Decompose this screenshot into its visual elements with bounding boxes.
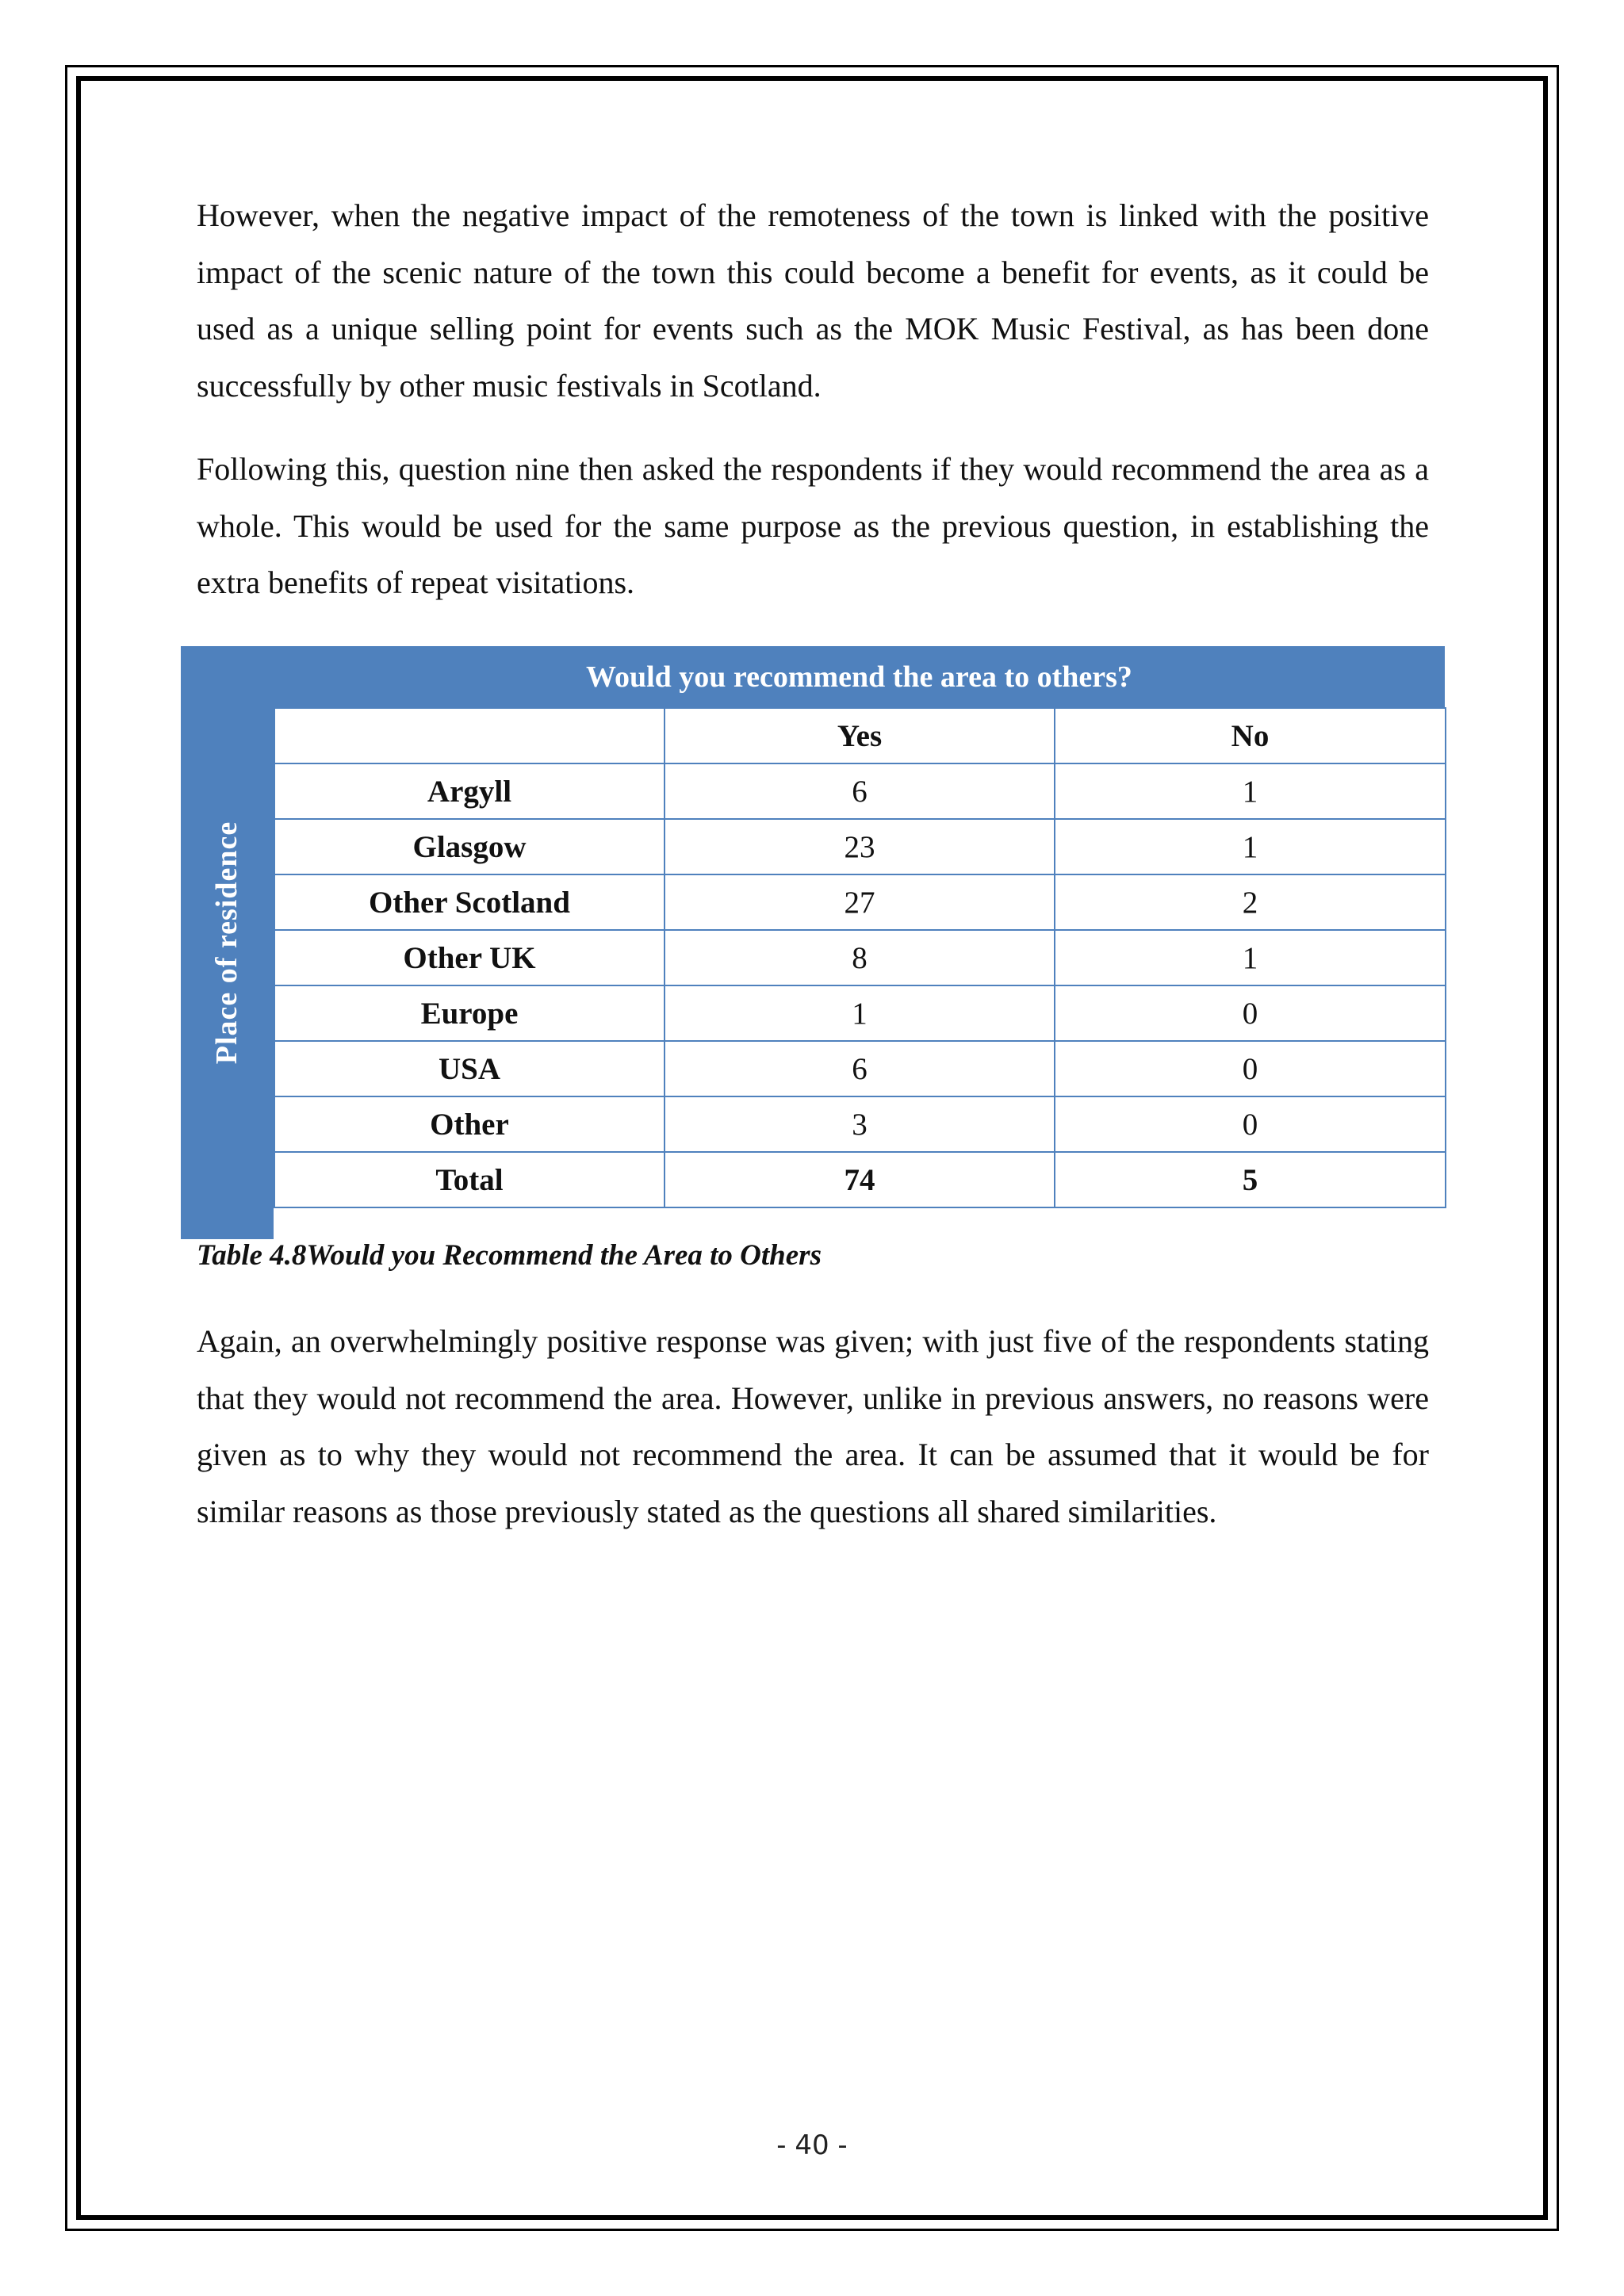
yes-cell: 1 <box>665 985 1055 1041</box>
row-label: Argyll <box>274 763 665 819</box>
yes-cell: 3 <box>665 1096 1055 1152</box>
column-header-blank <box>274 708 665 763</box>
table-row <box>274 763 1446 819</box>
row-label: Other Scotland <box>274 874 665 930</box>
yes-cell: 23 <box>665 819 1055 874</box>
row-label: Europe <box>274 985 665 1041</box>
table-row <box>274 930 1446 985</box>
paragraph-question-nine: Following this, question nine then asked the respondents if they would recommend the area as a whole. This would be used for the same purpose as the previous question, in establishing the extra benefits of repeat visitations. <box>197 451 1429 600</box>
yes-cell: 8 <box>665 930 1055 985</box>
page-number: - 40 - <box>776 2130 848 2161</box>
row-label: Glasgow <box>274 819 665 874</box>
column-header-no: No <box>1055 708 1446 763</box>
total-label: Total <box>274 1152 665 1207</box>
table-row <box>274 1041 1446 1096</box>
yes-cell: 27 <box>665 874 1055 930</box>
side-label-place-of-residence: Place of residence <box>210 821 243 1065</box>
no-cell: 0 <box>1055 1041 1446 1096</box>
no-cell: 2 <box>1055 874 1446 930</box>
table-row <box>274 985 1446 1041</box>
table-row <box>274 1096 1446 1152</box>
table-caption: Table 4.8Would you Recommend the Area to Others <box>197 1239 822 1272</box>
total-yes-cell: 74 <box>665 1152 1055 1207</box>
no-cell: 0 <box>1055 985 1446 1041</box>
row-label: USA <box>274 1041 665 1096</box>
no-cell: 0 <box>1055 1096 1446 1152</box>
no-cell: 1 <box>1055 763 1446 819</box>
data-table <box>274 707 1446 1208</box>
yes-cell: 6 <box>665 1041 1055 1096</box>
row-label: Other <box>274 1096 665 1152</box>
paragraph-response-analysis: Again, an overwhelmingly positive response was given; with just five of the respondents stating that they would not recommend the area. However, unlike in previous answers, no reasons were given as to why they would not recommend the area. It can be assumed that it would be for similar reasons as those previously stated as the questions all shared similarities. <box>197 1323 1429 1529</box>
row-label: Other UK <box>274 930 665 985</box>
total-row <box>274 1152 1446 1207</box>
table-row <box>274 819 1446 874</box>
column-header-yes: Yes <box>665 708 1055 763</box>
recommend-area-table <box>181 646 1445 1239</box>
table-row <box>274 874 1446 930</box>
table-title: Would you recommend the area to others? <box>274 646 1445 707</box>
no-cell: 1 <box>1055 930 1446 985</box>
paragraph-remoteness: However, when the negative impact of the remoteness of the town is linked with the positive impact of the scenic nature of the town this could become a benefit for events, as it could be used as a unique selling point for events such as the MOK Music Festival, as has been done successfully by other music festivals in Scotland. <box>197 197 1429 404</box>
total-no-cell: 5 <box>1055 1152 1446 1207</box>
column-header-row <box>274 708 1446 763</box>
table-side-band <box>181 646 274 1239</box>
no-cell: 1 <box>1055 819 1446 874</box>
yes-cell: 6 <box>665 763 1055 819</box>
